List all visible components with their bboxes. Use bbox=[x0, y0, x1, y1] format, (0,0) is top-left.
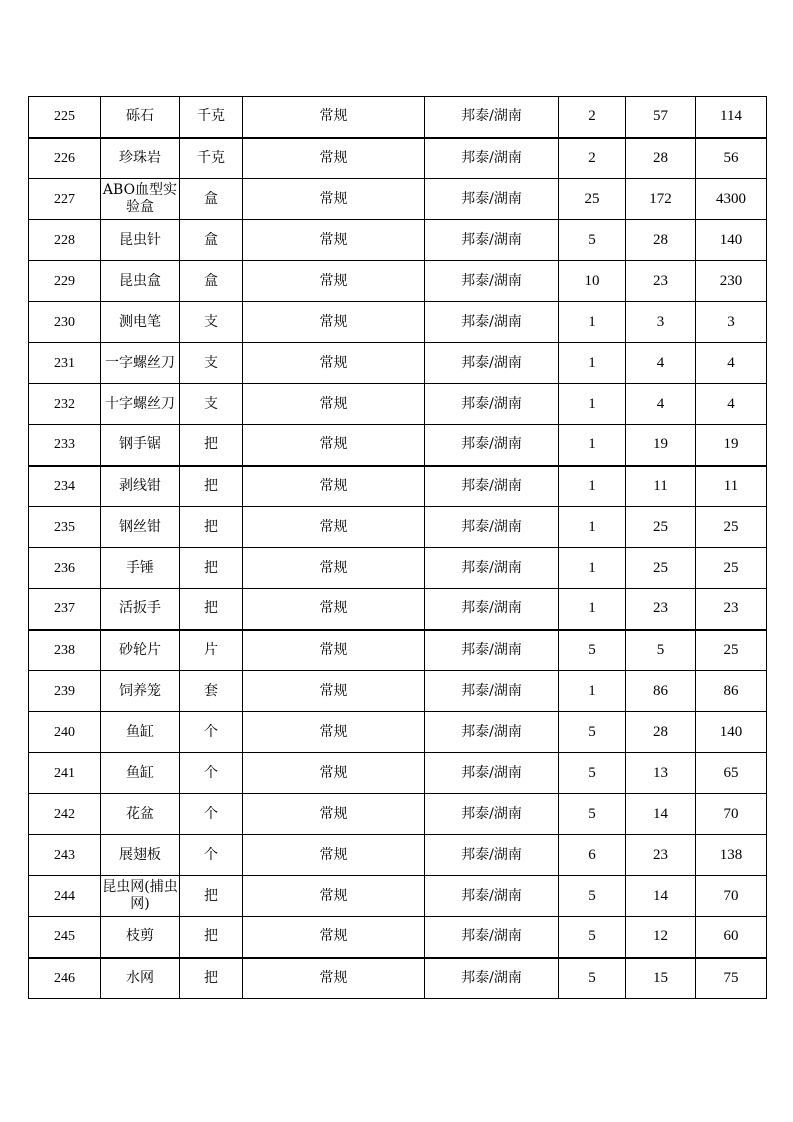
unit-price-cell: 57 bbox=[626, 97, 696, 138]
table-row bbox=[29, 794, 767, 835]
unit-price-cell: 23 bbox=[626, 835, 696, 876]
table-row bbox=[29, 958, 767, 999]
quantity-cell: 5 bbox=[559, 220, 626, 261]
table-row bbox=[29, 97, 767, 138]
unit-price-cell: 14 bbox=[626, 794, 696, 835]
unit-price-cell: 25 bbox=[626, 548, 696, 589]
row-number-cell: 242 bbox=[29, 794, 101, 835]
brand-origin-cell: 邦泰/湖南 bbox=[425, 343, 559, 384]
total-cell: 3 bbox=[696, 302, 767, 343]
unit-cell: 把 bbox=[180, 876, 243, 917]
spec-cell: 常规 bbox=[243, 138, 425, 179]
row-number-cell: 233 bbox=[29, 425, 101, 466]
spec-cell: 常规 bbox=[243, 917, 425, 958]
row-number-cell: 246 bbox=[29, 958, 101, 999]
item-name-cell: 珍珠岩 bbox=[101, 138, 180, 179]
unit-price-cell: 4 bbox=[626, 343, 696, 384]
quantity-cell: 5 bbox=[559, 630, 626, 671]
total-cell: 138 bbox=[696, 835, 767, 876]
brand-origin-cell: 邦泰/湖南 bbox=[425, 753, 559, 794]
table-row bbox=[29, 630, 767, 671]
item-name-cell: 鱼缸 bbox=[101, 753, 180, 794]
brand-origin-cell: 邦泰/湖南 bbox=[425, 548, 559, 589]
unit-price-cell: 28 bbox=[626, 220, 696, 261]
total-cell: 86 bbox=[696, 671, 767, 712]
table-row bbox=[29, 302, 767, 343]
total-cell: 25 bbox=[696, 507, 767, 548]
spec-cell: 常规 bbox=[243, 261, 425, 302]
row-number-cell: 240 bbox=[29, 712, 101, 753]
brand-origin-cell: 邦泰/湖南 bbox=[425, 712, 559, 753]
item-name-cell: 枝剪 bbox=[101, 917, 180, 958]
quantity-cell: 2 bbox=[559, 97, 626, 138]
inventory-table bbox=[28, 96, 767, 999]
unit-cell: 把 bbox=[180, 425, 243, 466]
total-cell: 23 bbox=[696, 589, 767, 630]
brand-origin-cell: 邦泰/湖南 bbox=[425, 425, 559, 466]
item-name-cell: 水网 bbox=[101, 958, 180, 999]
unit-cell: 支 bbox=[180, 302, 243, 343]
unit-price-cell: 23 bbox=[626, 589, 696, 630]
quantity-cell: 10 bbox=[559, 261, 626, 302]
table-row bbox=[29, 220, 767, 261]
item-name-cell: 展翅板 bbox=[101, 835, 180, 876]
spec-cell: 常规 bbox=[243, 671, 425, 712]
item-name-cell: 手锤 bbox=[101, 548, 180, 589]
table-row bbox=[29, 835, 767, 876]
item-name-cell: 活扳手 bbox=[101, 589, 180, 630]
spec-cell: 常规 bbox=[243, 97, 425, 138]
unit-price-cell: 13 bbox=[626, 753, 696, 794]
quantity-cell: 6 bbox=[559, 835, 626, 876]
brand-origin-cell: 邦泰/湖南 bbox=[425, 220, 559, 261]
total-cell: 4300 bbox=[696, 179, 767, 220]
spec-cell: 常规 bbox=[243, 630, 425, 671]
spec-cell: 常规 bbox=[243, 589, 425, 630]
brand-origin-cell: 邦泰/湖南 bbox=[425, 835, 559, 876]
item-name-cell: 昆虫网(捕虫网) bbox=[101, 876, 180, 917]
item-name-cell: 鱼缸 bbox=[101, 712, 180, 753]
total-cell: 56 bbox=[696, 138, 767, 179]
quantity-cell: 5 bbox=[559, 794, 626, 835]
unit-price-cell: 172 bbox=[626, 179, 696, 220]
brand-origin-cell: 邦泰/湖南 bbox=[425, 876, 559, 917]
table-body bbox=[29, 97, 767, 999]
table-row bbox=[29, 548, 767, 589]
unit-cell: 支 bbox=[180, 343, 243, 384]
quantity-cell: 1 bbox=[559, 589, 626, 630]
unit-cell: 支 bbox=[180, 384, 243, 425]
spec-cell: 常规 bbox=[243, 384, 425, 425]
brand-origin-cell: 邦泰/湖南 bbox=[425, 466, 559, 507]
unit-price-cell: 23 bbox=[626, 261, 696, 302]
unit-price-cell: 28 bbox=[626, 138, 696, 179]
unit-price-cell: 25 bbox=[626, 507, 696, 548]
total-cell: 65 bbox=[696, 753, 767, 794]
unit-price-cell: 12 bbox=[626, 917, 696, 958]
total-cell: 75 bbox=[696, 958, 767, 999]
table-row bbox=[29, 876, 767, 917]
quantity-cell: 5 bbox=[559, 712, 626, 753]
row-number-cell: 227 bbox=[29, 179, 101, 220]
row-number-cell: 235 bbox=[29, 507, 101, 548]
spec-cell: 常规 bbox=[243, 179, 425, 220]
row-number-cell: 234 bbox=[29, 466, 101, 507]
brand-origin-cell: 邦泰/湖南 bbox=[425, 384, 559, 425]
table-row bbox=[29, 671, 767, 712]
unit-price-cell: 28 bbox=[626, 712, 696, 753]
row-number-cell: 244 bbox=[29, 876, 101, 917]
spec-cell: 常规 bbox=[243, 425, 425, 466]
unit-cell: 盒 bbox=[180, 261, 243, 302]
unit-cell: 盒 bbox=[180, 220, 243, 261]
brand-origin-cell: 邦泰/湖南 bbox=[425, 630, 559, 671]
brand-origin-cell: 邦泰/湖南 bbox=[425, 97, 559, 138]
quantity-cell: 1 bbox=[559, 384, 626, 425]
item-name-cell: 钢丝钳 bbox=[101, 507, 180, 548]
unit-price-cell: 11 bbox=[626, 466, 696, 507]
unit-price-cell: 15 bbox=[626, 958, 696, 999]
item-name-cell: 饲养笼 bbox=[101, 671, 180, 712]
total-cell: 70 bbox=[696, 876, 767, 917]
item-name-cell: 砾石 bbox=[101, 97, 180, 138]
spec-cell: 常规 bbox=[243, 876, 425, 917]
unit-cell: 个 bbox=[180, 794, 243, 835]
spec-cell: 常规 bbox=[243, 343, 425, 384]
spec-cell: 常规 bbox=[243, 794, 425, 835]
row-number-cell: 229 bbox=[29, 261, 101, 302]
quantity-cell: 5 bbox=[559, 917, 626, 958]
total-cell: 70 bbox=[696, 794, 767, 835]
total-cell: 140 bbox=[696, 712, 767, 753]
quantity-cell: 1 bbox=[559, 466, 626, 507]
brand-origin-cell: 邦泰/湖南 bbox=[425, 589, 559, 630]
unit-cell: 个 bbox=[180, 835, 243, 876]
brand-origin-cell: 邦泰/湖南 bbox=[425, 917, 559, 958]
table-row bbox=[29, 343, 767, 384]
item-name-cell: 剥线钳 bbox=[101, 466, 180, 507]
row-number-cell: 241 bbox=[29, 753, 101, 794]
unit-cell: 盒 bbox=[180, 179, 243, 220]
spec-cell: 常规 bbox=[243, 835, 425, 876]
total-cell: 19 bbox=[696, 425, 767, 466]
row-number-cell: 231 bbox=[29, 343, 101, 384]
unit-cell: 片 bbox=[180, 630, 243, 671]
unit-cell: 千克 bbox=[180, 138, 243, 179]
item-name-cell: ABO血型实验盒 bbox=[101, 179, 180, 220]
row-number-cell: 225 bbox=[29, 97, 101, 138]
quantity-cell: 25 bbox=[559, 179, 626, 220]
quantity-cell: 1 bbox=[559, 507, 626, 548]
unit-cell: 把 bbox=[180, 589, 243, 630]
total-cell: 230 bbox=[696, 261, 767, 302]
total-cell: 11 bbox=[696, 466, 767, 507]
unit-cell: 千克 bbox=[180, 97, 243, 138]
unit-price-cell: 19 bbox=[626, 425, 696, 466]
item-name-cell: 钢手锯 bbox=[101, 425, 180, 466]
unit-cell: 把 bbox=[180, 466, 243, 507]
total-cell: 25 bbox=[696, 630, 767, 671]
item-name-cell: 一字螺丝刀 bbox=[101, 343, 180, 384]
brand-origin-cell: 邦泰/湖南 bbox=[425, 261, 559, 302]
spec-cell: 常规 bbox=[243, 302, 425, 343]
brand-origin-cell: 邦泰/湖南 bbox=[425, 507, 559, 548]
total-cell: 114 bbox=[696, 97, 767, 138]
spec-cell: 常规 bbox=[243, 753, 425, 794]
unit-cell: 把 bbox=[180, 548, 243, 589]
row-number-cell: 226 bbox=[29, 138, 101, 179]
unit-price-cell: 86 bbox=[626, 671, 696, 712]
table-row bbox=[29, 261, 767, 302]
spec-cell: 常规 bbox=[243, 548, 425, 589]
unit-cell: 套 bbox=[180, 671, 243, 712]
table-row bbox=[29, 712, 767, 753]
item-name-cell: 昆虫针 bbox=[101, 220, 180, 261]
item-name-cell: 砂轮片 bbox=[101, 630, 180, 671]
quantity-cell: 5 bbox=[559, 753, 626, 794]
item-name-cell: 测电笔 bbox=[101, 302, 180, 343]
row-number-cell: 232 bbox=[29, 384, 101, 425]
table-row bbox=[29, 425, 767, 466]
table-row bbox=[29, 589, 767, 630]
total-cell: 4 bbox=[696, 384, 767, 425]
quantity-cell: 1 bbox=[559, 343, 626, 384]
unit-cell: 把 bbox=[180, 958, 243, 999]
unit-cell: 把 bbox=[180, 507, 243, 548]
spec-cell: 常规 bbox=[243, 466, 425, 507]
total-cell: 4 bbox=[696, 343, 767, 384]
unit-cell: 把 bbox=[180, 917, 243, 958]
spec-cell: 常规 bbox=[243, 958, 425, 999]
row-number-cell: 243 bbox=[29, 835, 101, 876]
quantity-cell: 1 bbox=[559, 671, 626, 712]
table-row bbox=[29, 507, 767, 548]
row-number-cell: 230 bbox=[29, 302, 101, 343]
brand-origin-cell: 邦泰/湖南 bbox=[425, 179, 559, 220]
brand-origin-cell: 邦泰/湖南 bbox=[425, 302, 559, 343]
unit-price-cell: 14 bbox=[626, 876, 696, 917]
unit-price-cell: 5 bbox=[626, 630, 696, 671]
brand-origin-cell: 邦泰/湖南 bbox=[425, 671, 559, 712]
brand-origin-cell: 邦泰/湖南 bbox=[425, 794, 559, 835]
item-name-cell: 十字螺丝刀 bbox=[101, 384, 180, 425]
unit-cell: 个 bbox=[180, 712, 243, 753]
table-row bbox=[29, 917, 767, 958]
quantity-cell: 1 bbox=[559, 548, 626, 589]
spec-cell: 常规 bbox=[243, 507, 425, 548]
unit-cell: 个 bbox=[180, 753, 243, 794]
table-row bbox=[29, 179, 767, 220]
quantity-cell: 5 bbox=[559, 958, 626, 999]
quantity-cell: 1 bbox=[559, 425, 626, 466]
row-number-cell: 238 bbox=[29, 630, 101, 671]
table-row bbox=[29, 384, 767, 425]
total-cell: 25 bbox=[696, 548, 767, 589]
brand-origin-cell: 邦泰/湖南 bbox=[425, 958, 559, 999]
row-number-cell: 236 bbox=[29, 548, 101, 589]
table-row bbox=[29, 753, 767, 794]
row-number-cell: 245 bbox=[29, 917, 101, 958]
unit-price-cell: 3 bbox=[626, 302, 696, 343]
table-row bbox=[29, 138, 767, 179]
row-number-cell: 237 bbox=[29, 589, 101, 630]
item-name-cell: 昆虫盒 bbox=[101, 261, 180, 302]
table-row bbox=[29, 466, 767, 507]
item-name-cell: 花盆 bbox=[101, 794, 180, 835]
spec-cell: 常规 bbox=[243, 712, 425, 753]
brand-origin-cell: 邦泰/湖南 bbox=[425, 138, 559, 179]
total-cell: 140 bbox=[696, 220, 767, 261]
spec-cell: 常规 bbox=[243, 220, 425, 261]
unit-price-cell: 4 bbox=[626, 384, 696, 425]
quantity-cell: 2 bbox=[559, 138, 626, 179]
row-number-cell: 239 bbox=[29, 671, 101, 712]
quantity-cell: 1 bbox=[559, 302, 626, 343]
row-number-cell: 228 bbox=[29, 220, 101, 261]
total-cell: 60 bbox=[696, 917, 767, 958]
quantity-cell: 5 bbox=[559, 876, 626, 917]
